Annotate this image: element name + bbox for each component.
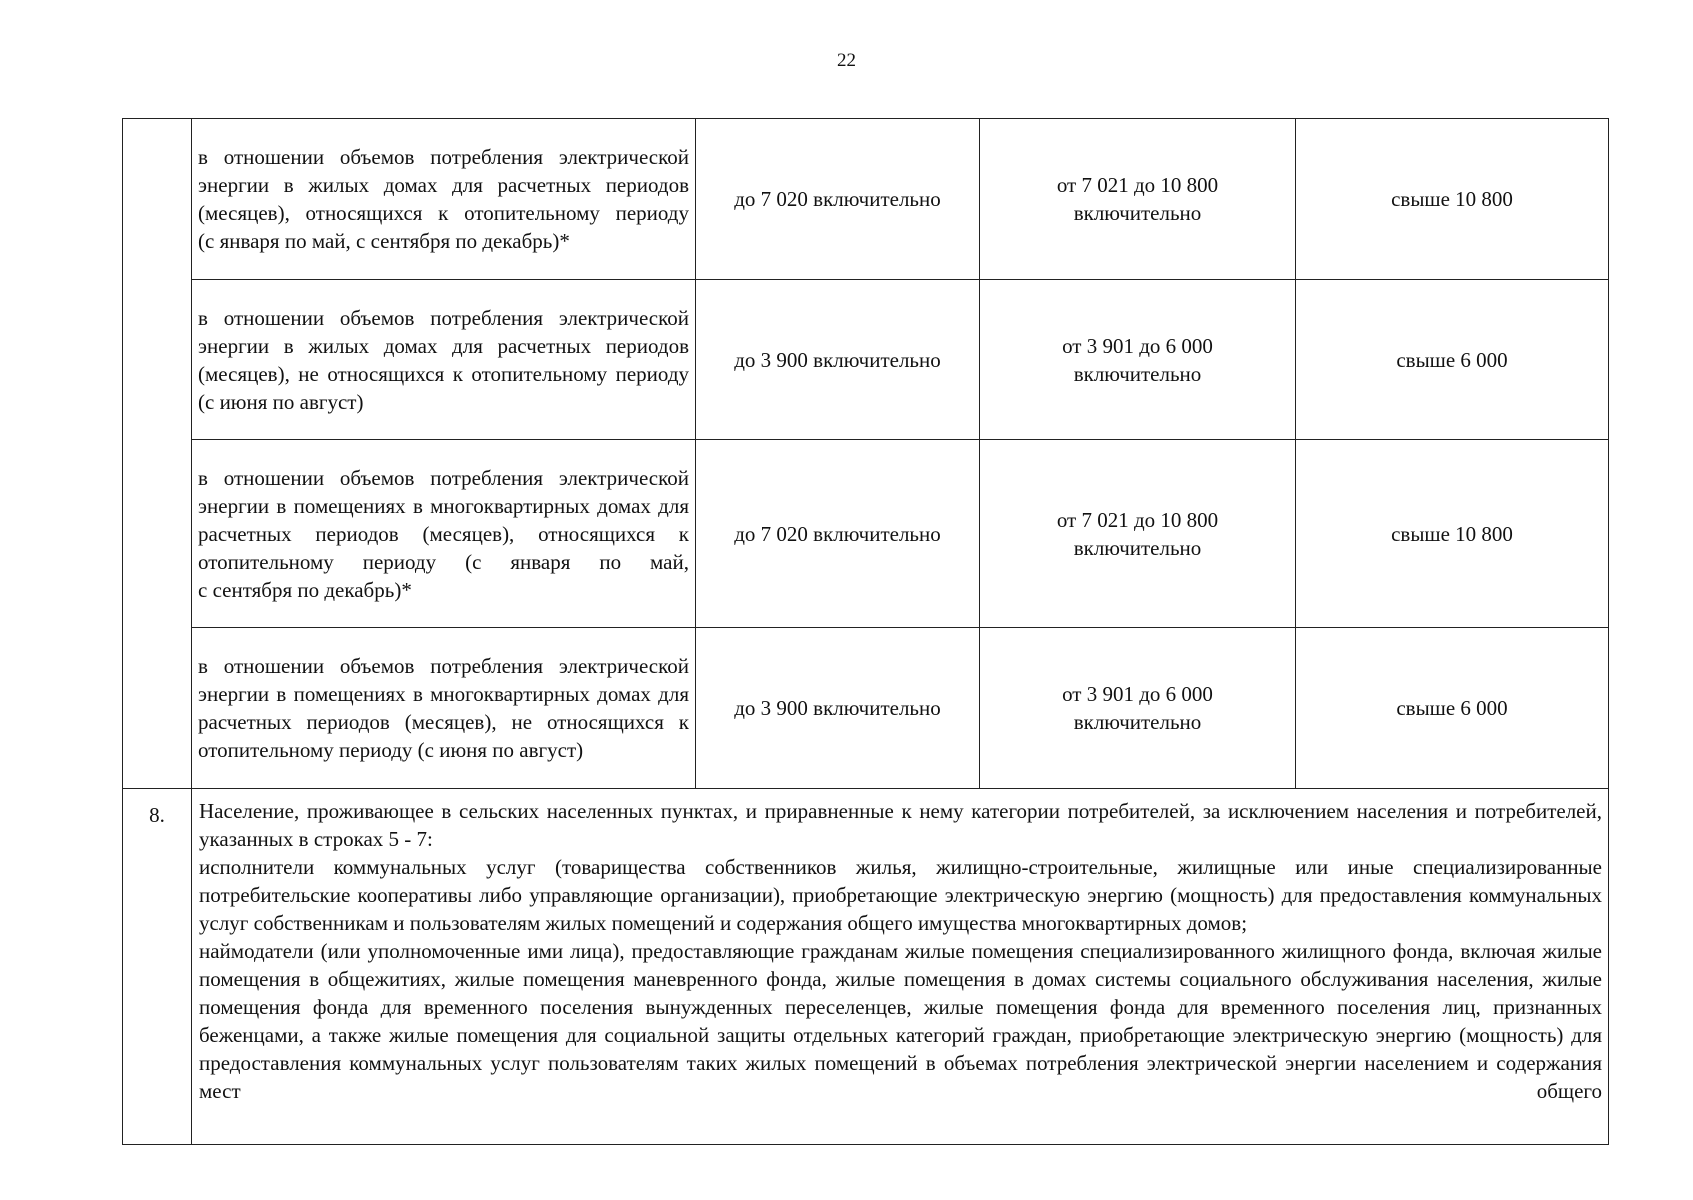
threshold-high: свыше 6 000 bbox=[1296, 628, 1609, 789]
row-number-cell-empty bbox=[123, 119, 192, 789]
row-8-paragraph-1: Население, проживающее в сельских населенных пунктах, и приравненные к нему категории потребителей, за исключением населения и потребителей, указанных в строках 5 - 7: bbox=[199, 799, 1602, 851]
threshold-low: до 3 900 включительно bbox=[696, 280, 980, 440]
table-row bbox=[123, 280, 1609, 440]
description-text: в отношении объемов потребления электрической энергии в жилых домах для расчетных периодов (месяцев), относящихся к отопительному периоду bbox=[198, 145, 689, 225]
row-8-paragraph-3: наймодатели (или уполномоченные ими лица), предоставляющие гражданам жилые помещения специализированного жилищного фонда, включая жилые помещения в общежитиях, жилые помещения маневренного фонда, жилые помещения в домах системы социального обслуживания населения, жилые помещения фонда для временного поселения вынужденных переселенцев, жилые помещения фонда для временного поселения лиц, признанных беженцами, а также жилые помещения для социальной защиты отдельных категорий граждан, приобретающие электрическую энергию (мощность) для предоставления коммунальных услуг пользователям таких жилых помещений в объемах потребления электрической энергии населением и содержания мест общего bbox=[199, 939, 1602, 1103]
threshold-mid bbox=[980, 280, 1296, 440]
description-text-last: отопительному периоду (с июня по август) bbox=[198, 738, 584, 762]
threshold-mid-line1: от 7 021 до 10 800 bbox=[1056, 507, 1219, 532]
table-row bbox=[123, 440, 1609, 628]
table-row-8 bbox=[123, 789, 1609, 1145]
threshold-mid bbox=[980, 440, 1296, 628]
row-description bbox=[192, 280, 696, 440]
description-text: в отношении объемов потребления электрической энергии в жилых домах для расчетных периодов (месяцев), не относящихся к отопительному периоду bbox=[198, 305, 689, 386]
threshold-mid-line1: от 3 901 до 6 000 bbox=[1062, 333, 1213, 358]
row-description bbox=[192, 628, 696, 789]
threshold-low: до 3 900 включительно bbox=[696, 628, 980, 789]
table-row bbox=[123, 628, 1609, 789]
description-text-last: с сентября по декабрь)* bbox=[198, 577, 412, 602]
row-description bbox=[192, 119, 696, 280]
description-text-last: (с января по май, с сентября по декабрь)* bbox=[198, 229, 570, 253]
threshold-low: до 7 020 включительно bbox=[696, 440, 980, 628]
threshold-mid-line2: включительно bbox=[1073, 710, 1202, 734]
threshold-high: свыше 10 800 bbox=[1296, 440, 1609, 628]
page-number: 22 bbox=[837, 50, 856, 71]
row-description bbox=[192, 440, 696, 628]
threshold-mid bbox=[980, 628, 1296, 789]
threshold-high: свыше 10 800 bbox=[1296, 119, 1609, 280]
threshold-mid-line2: включительно bbox=[1073, 201, 1202, 225]
row-number: 8. bbox=[123, 789, 192, 1145]
description-text: в отношении объемов потребления электрической энергии в помещениях в многоквартирных домах для расчетных периодов (месяцев), относящихся к отопительному периоду (с января по май, bbox=[198, 465, 689, 574]
row-8-paragraph-2: исполнители коммунальных услуг (товарищества собственников жилья, жилищно-строительные, жилищные или иные специализированные потребительские кооперативы либо управляющие организации), приобретающие электрическую энергию (мощность) для предоставления коммунальных услуг собственникам и пользователям жилых помещений и содержания общего имущества многоквартирных домов; bbox=[199, 855, 1602, 935]
threshold-mid-line1: от 3 901 до 6 000 bbox=[1062, 682, 1213, 706]
table-row bbox=[123, 119, 1609, 280]
threshold-high: свыше 6 000 bbox=[1296, 280, 1609, 440]
description-text-last: (с июня по август) bbox=[198, 389, 364, 414]
description-text: в отношении объемов потребления электрической энергии в помещениях в многоквартирных домах для расчетных периодов (месяцев), не относящихся к bbox=[198, 654, 689, 734]
row-8-text bbox=[192, 789, 1609, 1145]
threshold-mid-line1: от 7 021 до 10 800 bbox=[1056, 173, 1219, 197]
threshold-mid-line2: включительно bbox=[1073, 535, 1202, 560]
threshold-mid bbox=[980, 119, 1296, 280]
threshold-mid-line2: включительно bbox=[1073, 361, 1202, 386]
tariff-table bbox=[122, 118, 1609, 1145]
threshold-low: до 7 020 включительно bbox=[696, 119, 980, 280]
